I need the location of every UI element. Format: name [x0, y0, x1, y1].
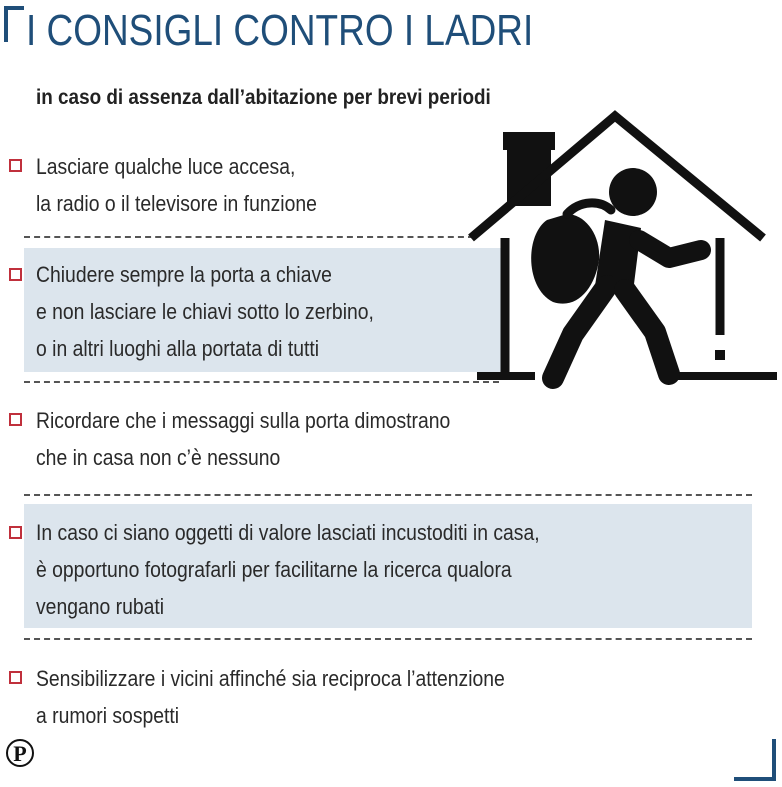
list-item	[0, 504, 782, 628]
list-item	[0, 400, 782, 480]
publisher-logo: P	[6, 739, 34, 767]
checkbox-icon	[9, 671, 22, 684]
item-line: Sensibilizzare i vicini affinché sia reciproca l’attenzione	[36, 666, 505, 691]
checkbox-icon	[9, 159, 22, 172]
corner-bracket-top-left	[4, 6, 24, 42]
dashed-separator	[24, 638, 752, 640]
item-line: che in casa non c’è nessuno	[36, 445, 281, 470]
dashed-separator	[24, 236, 474, 238]
page-title: I CONSIGLI CONTRO I LADRI	[26, 6, 534, 55]
item-line: la radio o il televisore in funzione	[36, 191, 317, 216]
house-with-burglar-icon	[455, 110, 780, 400]
list-item	[0, 658, 782, 738]
item-line: Ricordare che i messaggi sulla porta dimostrano	[36, 408, 451, 433]
corner-bracket-bottom-right	[734, 739, 776, 781]
checkbox-icon	[9, 268, 22, 281]
item-line: In caso ci siano oggetti di valore lasciati incustoditi in casa,	[36, 520, 540, 545]
dashed-separator	[24, 494, 752, 496]
item-line: vengano rubati	[36, 594, 165, 619]
checkbox-icon	[9, 413, 22, 426]
checkbox-icon	[9, 526, 22, 539]
item-line: è opportuno fotografarli per facilitarne la ricerca qualora	[36, 557, 512, 582]
item-line: o in altri luoghi alla portata di tutti	[36, 336, 320, 361]
dashed-separator	[24, 381, 499, 383]
item-line: e non lasciare le chiavi sotto lo zerbino,	[36, 299, 374, 324]
item-line: a rumori sospetti	[36, 703, 180, 728]
item-line: Chiudere sempre la porta a chiave	[36, 262, 332, 287]
page-subtitle: in caso di assenza dall’abitazione per brevi periodi	[36, 86, 491, 109]
item-line: Lasciare qualche luce accesa,	[36, 154, 296, 179]
